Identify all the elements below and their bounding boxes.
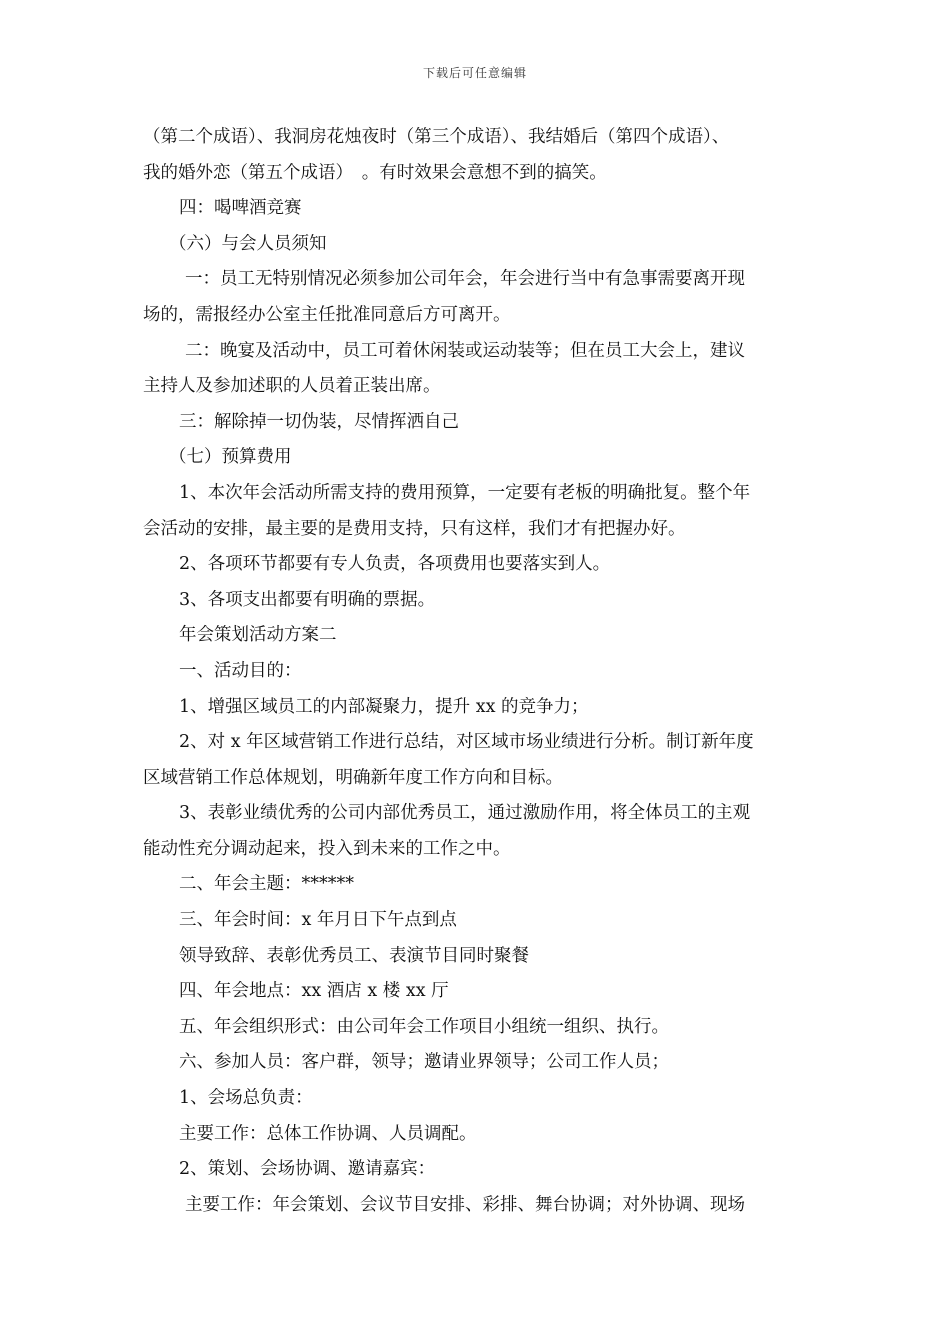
text-line: 主要工作：年会策划、会议节目安排、彩排、舞台协调；对外协调、现场 [185, 1194, 745, 1215]
text-line: 一：员工无特别情况必须参加公司年会，年会进行当中有急事需要离开现 [185, 269, 745, 290]
document-body [143, 120, 813, 1223]
text-line: 主要工作：总体工作协调、人员调配。 [179, 1123, 477, 1144]
text-line: 我的婚外恋（第五个成语） 。有时效果会意想不到的搞笑。 [143, 162, 607, 183]
text-line: 场的，需报经办公室主任批准同意后方可离开。 [143, 304, 511, 325]
text-line: 三：解除掉一切伪装，尽情挥洒自己 [179, 411, 459, 432]
text-line: 主持人及参加述职的人员着正装出席。 [143, 376, 441, 397]
text-line: 1、本次年会活动所需支持的费用预算，一定要有老板的明确批复。整个年 [179, 482, 751, 503]
text-line: 四：喝啤酒竞赛 [179, 198, 302, 219]
text-line: 一、活动目的： [179, 660, 302, 681]
text-line: 2、对 x 年区域营销工作进行总结，对区域市场业绩进行分析。制订新年度 [179, 732, 754, 753]
text-line: 二：晚宴及活动中，员工可着休闲装或运动装等；但在员工大会上，建议 [185, 340, 745, 361]
text-line: 2、各项环节都要有专人负责，各项费用也要落实到人。 [179, 554, 611, 575]
text-line: 四、年会地点：xx 酒店 x 楼 xx 厅 [179, 981, 449, 1002]
text-line: 1、增强区域员工的内部凝聚力，提升 xx 的竞争力； [179, 696, 589, 717]
text-line: （六）与会人员须知 [169, 233, 327, 254]
text-line: 会活动的安排，最主要的是费用支持，只有这样，我们才有把握办好。 [143, 518, 686, 539]
text-line: 二、年会主题：****** [179, 874, 354, 895]
text-line: （第二个成语）、我洞房花烛夜时（第三个成语）、我结婚后（第四个成语）、 [143, 127, 730, 147]
text-line: 3、各项支出都要有明确的票据。 [179, 589, 436, 610]
text-line: 六、参加人员：客户群，领导；邀请业界领导；公司工作人员； [179, 1052, 669, 1073]
text-line: 三、年会时间：x 年月日下午点到点 [179, 910, 457, 931]
text-line: 能动性充分调动起来，投入到未来的工作之中。 [143, 838, 511, 859]
text-line: 年会策划活动方案二 [179, 625, 337, 646]
text-line: 3、表彰业绩优秀的公司内部优秀员工，通过激励作用，将全体员工的主观 [179, 803, 751, 824]
text-line: 区域营销工作总体规划，明确新年度工作方向和目标。 [143, 767, 563, 788]
text-line: （七）预算费用 [169, 447, 292, 468]
page-header: 下载后可任意编辑 [422, 66, 527, 80]
text-line: 2、策划、会场协调、邀请嘉宾： [179, 1159, 436, 1180]
text-line: 五、年会组织形式：由公司年会工作项目小组统一组织、执行。 [179, 1016, 669, 1037]
text-line: 1、会场总负责： [179, 1088, 313, 1109]
text-line: 领导致辞、表彰优秀员工、表演节目同时聚餐 [179, 945, 529, 966]
